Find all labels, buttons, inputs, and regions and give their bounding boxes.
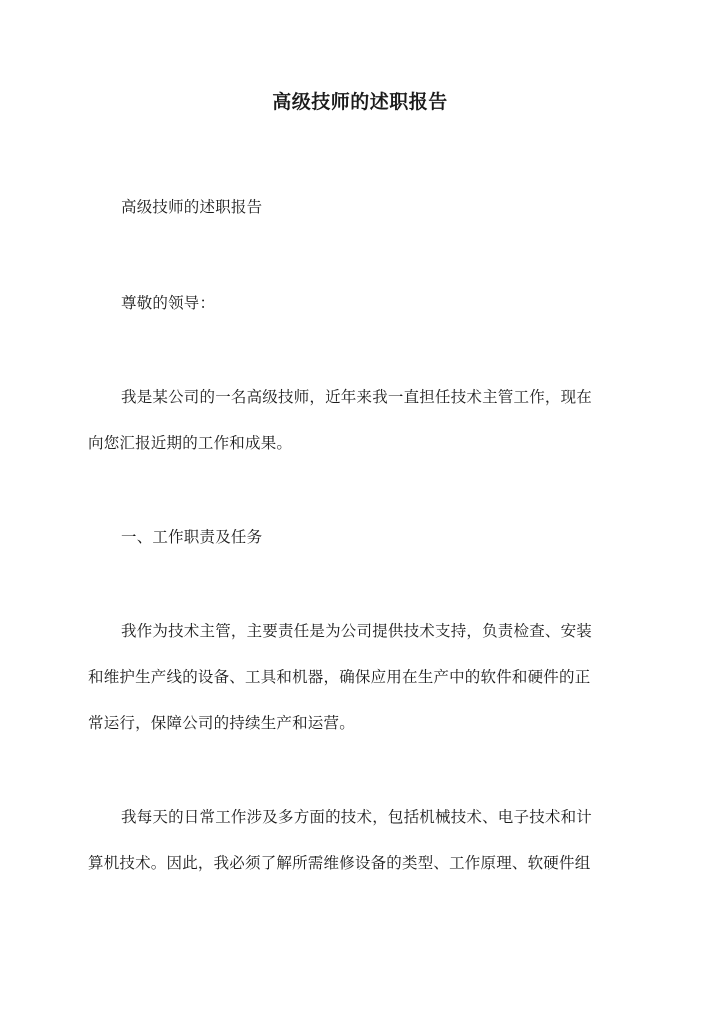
intro-line: 向您汇报近期的工作和成果。 bbox=[88, 434, 293, 452]
document-title: 高级技师的述职报告 bbox=[272, 91, 448, 113]
duties-line: 我作为技术主管，主要责任是为公司提供技术支持，负责检查、安装 bbox=[121, 622, 593, 640]
daily-work-line: 算机技术。因此，我必须了解所需维修设备的类型、工作原理、软硬件组 bbox=[88, 854, 591, 872]
section-heading-line: 一、工作职责及任务 bbox=[121, 528, 263, 546]
daily-work-line: 我每天的日常工作涉及多方面的技术，包括机械技术、电子技术和计 bbox=[121, 808, 593, 826]
subtitle-line: 高级技师的述职报告 bbox=[121, 198, 263, 216]
duties-paragraph bbox=[88, 608, 634, 746]
duties-line: 常运行，保障公司的持续生产和运营。 bbox=[88, 714, 355, 732]
duties-line: 和维护生产线的设备、工具和机器，确保应用在生产中的软件和硬件的正 bbox=[88, 668, 591, 686]
salutation-line: 尊敬的领导： bbox=[121, 294, 216, 312]
intro-line: 我是某公司的一名高级技师，近年来我一直担任技术主管工作，现在 bbox=[121, 388, 593, 406]
intro-paragraph bbox=[88, 374, 634, 466]
salutation bbox=[88, 280, 634, 326]
section-heading bbox=[88, 514, 634, 560]
document-subtitle bbox=[88, 184, 634, 230]
daily-work-paragraph bbox=[88, 794, 634, 886]
